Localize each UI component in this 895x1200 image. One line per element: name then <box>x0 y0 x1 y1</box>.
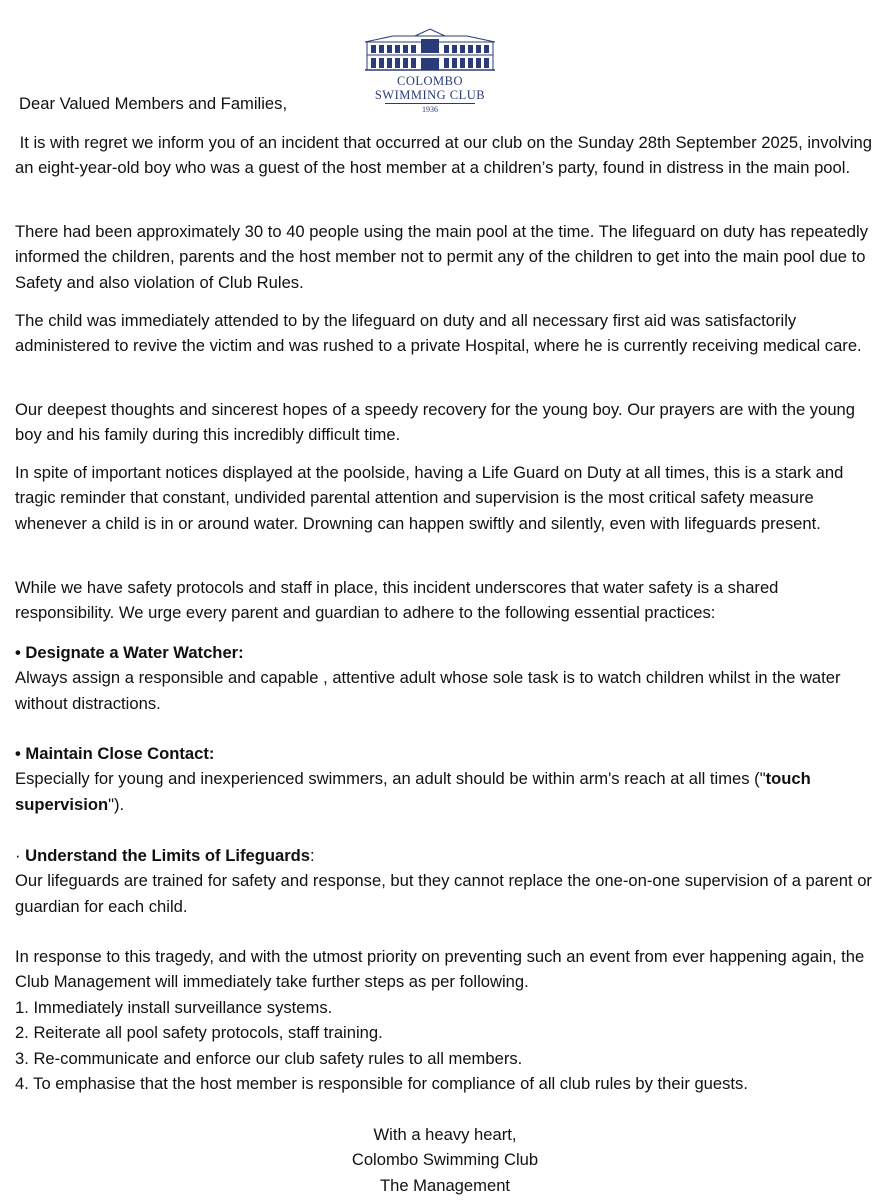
practice-bullet: · <box>15 846 26 865</box>
practice-text: Always assign a responsible and capable , attentive adult whose sole task is to watch children whilst in the water without distractions. <box>15 668 841 713</box>
practice-bullet: • <box>15 744 26 763</box>
practice-text: Our lifeguards are trained for safety and response, but they cannot replace the one-on-one supervision of a parent or guardian for each child. <box>15 871 872 916</box>
practice-water-watcher <box>15 640 875 716</box>
practice-title: Understand the Limits of Lifeguards <box>25 846 311 865</box>
practice-text-bold: touch supervision <box>15 769 811 814</box>
response-step: 2. Reiterate all pool safety protocols, staff training. <box>15 1023 383 1043</box>
practice-title-suffix: : <box>310 846 315 865</box>
greeting: Dear Valued Members and Families, <box>19 94 288 113</box>
logo-year: 1936 <box>422 105 438 114</box>
club-logo <box>362 28 498 120</box>
practice-text: "). <box>108 794 125 814</box>
signature-line: Colombo Swimming Club <box>351 1150 539 1170</box>
logo-divider <box>385 103 475 104</box>
response-steps <box>15 995 875 1097</box>
practice-lifeguard-limits <box>15 843 875 919</box>
response-step: 1. Immediately install surveillance systems. <box>15 998 333 1017</box>
paragraph-incident: It is with regret we inform you of an incident that occurred at our club on the Sunday 28th September 2025, involving an eight-year-old boy who was a guest of the host member at a children’s party, found in distress in the main pool. <box>15 133 877 178</box>
logo-line-2: SWIMMING CLUB <box>374 88 486 102</box>
practice-text: Especially for young and inexperienced swimmers, an adult should be within arm's reach at all times (" <box>15 769 766 789</box>
paragraph-first-aid: The child was immediately attended to by the lifeguard on duty and all necessary first aid was satisfactorily administered to revive the victim and was rushed to a private Hospital, where he is currently receiving medical care. <box>15 311 862 356</box>
practice-bullet: • <box>15 643 26 662</box>
clubhouse-logo-icon <box>363 28 497 72</box>
response-step: 4. To emphasise that the host member is responsible for compliance of all club rules by their guests. <box>15 1074 748 1094</box>
paragraph-thoughts: Our deepest thoughts and sincerest hopes of a speedy recovery for the young boy. Our prayers are with the young boy and his family during this incredibly difficult time. <box>15 400 856 445</box>
practice-title: Designate a Water Watcher: <box>25 643 244 662</box>
logo-line-1: COLOMBO <box>396 74 463 88</box>
paragraph-pool-usage: There had been approximately 30 to 40 people using the main pool at the time. The lifeguard on duty has repeatedly informed the children, parents and the host member not to permit any of the children to get into the main pool due to Safety and also violation of Club Rules. <box>15 222 868 292</box>
practice-title: Maintain Close Contact: <box>25 744 215 763</box>
signature-line: With a heavy heart, <box>373 1125 517 1144</box>
paragraph-shared-responsibility: While we have safety protocols and staff in place, this incident underscores that water safety is a shared responsibility. We urge every parent and guardian to adhere to the following essential practices: <box>15 578 779 623</box>
response-intro: In response to this tragedy, and with the utmost priority on preventing such an event from ever happening again, the Club Management will immediately take further steps as per following. <box>15 947 865 992</box>
signature-line: The Management <box>379 1175 511 1195</box>
response-step: 3. Re-communicate and enforce our club safety rules to all members. <box>15 1048 523 1068</box>
paragraph-reminder: In spite of important notices displayed at the poolside, having a Life Guard on Duty at all times, this is a stark and tragic reminder that constant, undivided parental attention and supervision is the most critical safety measure whenever a child is in or around water. Drowning can happen swiftly and silently, even with lifeguards present. <box>15 463 844 533</box>
practice-close-contact <box>15 741 875 817</box>
signature-block <box>245 1122 645 1198</box>
